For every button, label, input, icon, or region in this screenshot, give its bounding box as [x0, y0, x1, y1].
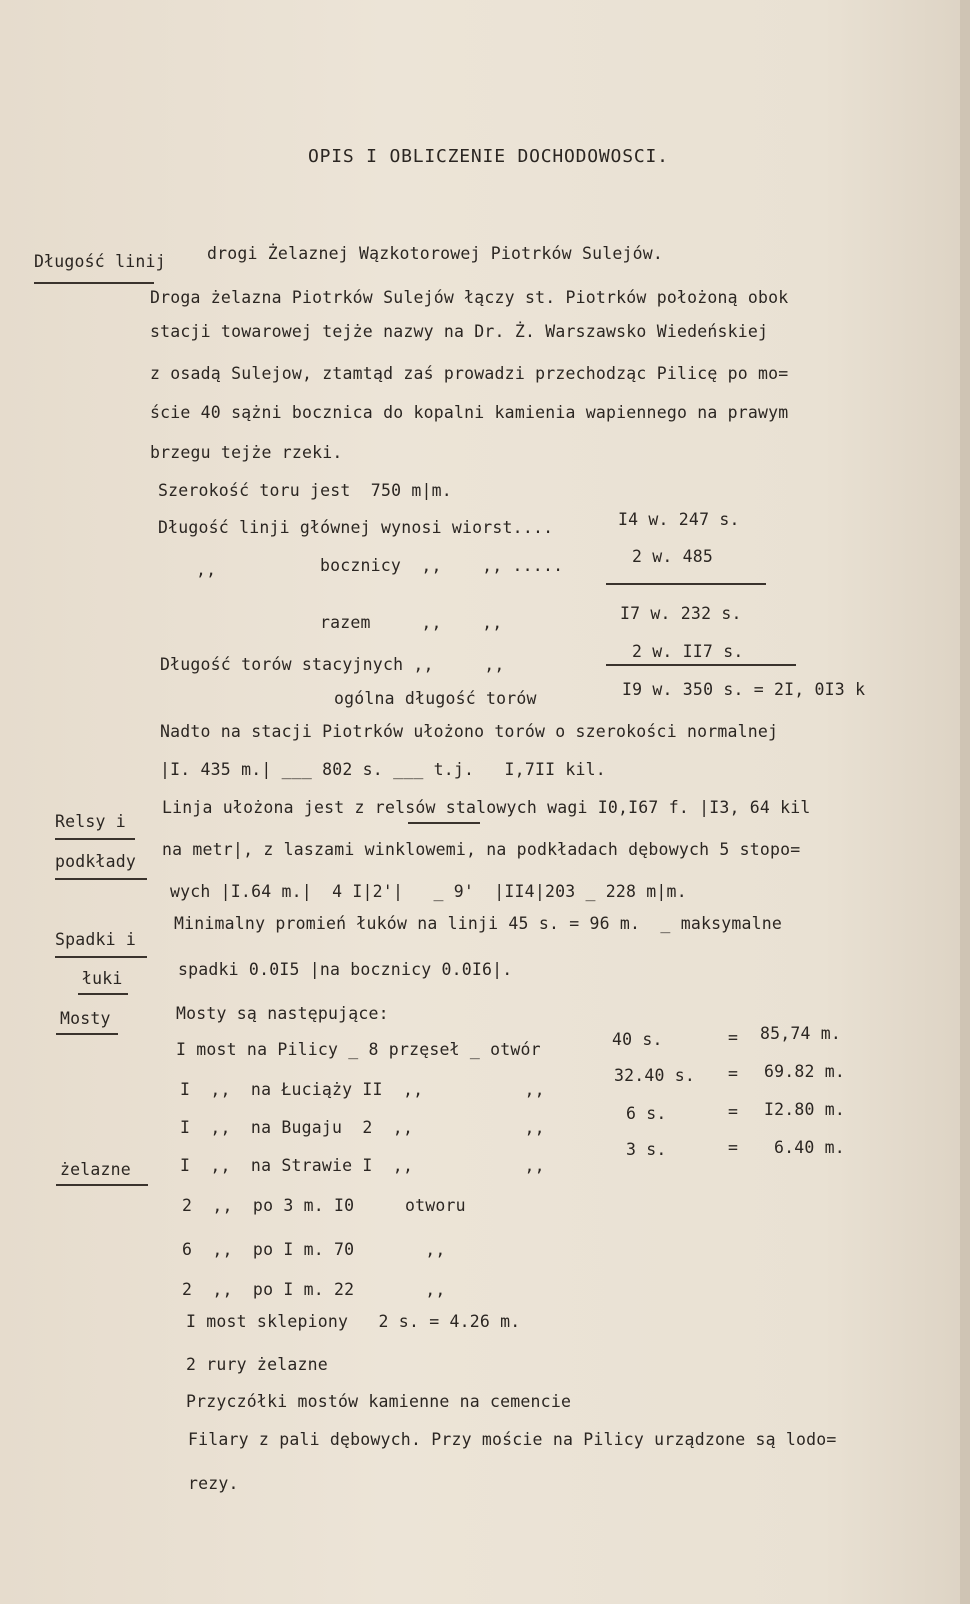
bridge-row-4-span: 3 s.	[626, 1140, 667, 1159]
margin-heading-length: Długość linij	[34, 252, 166, 271]
bridge-row-1-meters: 85,74 m.	[760, 1024, 842, 1043]
relsow-underline	[408, 822, 480, 824]
vaulted-bridge: I most sklepiony 2 s. = 4.26 m.	[186, 1312, 521, 1331]
small-bridge-row-1: 2 ,, po 3 m. I0 otworu	[182, 1196, 466, 1215]
piers-line-1: Filary z pali dębowych. Przy moście na Pilicy urządzone są lodo=	[188, 1430, 837, 1449]
station-tracks-label: Długość torów stacyjnych ,, ,,	[160, 655, 505, 674]
rails-line-3: wych |I.64 m.| 4 I|2'| _ 9' |II4|203 _ 228 m|m.	[170, 882, 687, 901]
margin-slopes-underline-2	[78, 993, 128, 995]
total-length-label: ogólna długość torów	[334, 689, 537, 708]
bridge-row-1-span: 40 s.	[612, 1030, 663, 1049]
sum-line-2	[606, 664, 796, 666]
iron-pipes: 2 rury żelazne	[186, 1355, 328, 1374]
paragraph-line-2: stacji towarowej tejże nazwy na Dr. Ż. Warszawsko Wiedeńskiej	[150, 322, 769, 341]
bridge-row-3-left: I ,, na Bugaju 2 ,, ,,	[180, 1118, 545, 1137]
siding-length-value: 2 w. 485	[632, 547, 714, 566]
paragraph-line-4: ście 40 sążni bocznica do kopalni kamienia wapiennego na prawym	[150, 403, 789, 422]
siding-length-label: bocznicy ,, ,, .....	[320, 556, 564, 575]
gauge-line: Szerokość toru jest 750 m|m.	[158, 481, 452, 500]
main-line-length-value: I4 w. 247 s.	[618, 510, 740, 529]
bridge-row-4-eq: =	[728, 1138, 739, 1157]
small-bridge-row-3: 2 ,, po I m. 22 ,,	[182, 1280, 446, 1299]
sum-line-1	[606, 583, 766, 585]
rails-line-1: Linja ułożona jest z relsów stalowych wagi I0,I67 f. |I3, 64 kil	[162, 798, 811, 817]
margin-bridges: Mosty	[60, 1009, 111, 1028]
small-bridge-row-2: 6 ,, po I m. 70 ,,	[182, 1240, 446, 1259]
paragraph-line-5: brzegu tejże rzeki.	[150, 443, 343, 462]
bridge-row-2-meters: 69.82 m.	[764, 1062, 846, 1081]
normal-gauge-line-2: |I. 435 m.| ___ 802 s. ___ t.j. I,7II kil.	[160, 760, 606, 779]
margin-slopes-underline	[55, 956, 147, 958]
main-line-length-label: Długość linji głównej wynosi wiorst....	[158, 518, 554, 537]
piers-line-2: rezy.	[188, 1474, 239, 1493]
total-length-value: I9 w. 350 s. = 2I, 0I3 k	[622, 680, 866, 699]
margin-rails-underline	[55, 838, 135, 840]
bridge-row-1-left: I most na Pilicy _ 8 przęseł _ otwór	[176, 1040, 541, 1059]
slopes-line-1: Minimalny promień łuków na linji 45 s. = 96 m. _ maksymalne	[174, 914, 783, 933]
abutments-line: Przyczółki mostów kamienne na cemencie	[186, 1392, 572, 1411]
document-title: OPIS I OBLICZENIE DOCHODOWOSCI.	[308, 146, 669, 167]
page-edge	[960, 0, 970, 1604]
margin-rails-underline-2	[55, 878, 147, 880]
margin-iron: żelazne	[60, 1160, 131, 1179]
paragraph-line-3: z osadą Sulejow, ztamtąd zaś prowadzi przechodząc Pilicę po mo=	[150, 364, 789, 383]
margin-rails-2: podkłady	[55, 852, 137, 871]
paragraph-line-1: Droga żelazna Piotrków Sulejów łączy st. Piotrków położoną obok	[150, 288, 789, 307]
margin-slopes-1: Spadki i	[55, 930, 137, 949]
normal-gauge-line-1: Nadto na stacji Piotrków ułożono torów o szerokości normalnej	[160, 722, 779, 741]
heading-underline	[34, 282, 154, 284]
bridge-row-3-meters: I2.80 m.	[764, 1100, 846, 1119]
slopes-line-2: spadki 0.0I5 |na bocznicy 0.0I6|.	[178, 960, 513, 979]
bridge-row-2-left: I ,, na Łuciąży II ,, ,,	[180, 1080, 545, 1099]
rails-line-2: na metr|, z laszami winklowemi, na podkładach dębowych 5 stopo=	[162, 840, 801, 859]
bridge-row-3-eq: =	[728, 1102, 739, 1121]
bridge-row-4-left: I ,, na Strawie I ,, ,,	[180, 1156, 545, 1175]
ditto-mark: ,,	[196, 560, 217, 579]
sum-label: razem ,, ,,	[320, 613, 503, 632]
margin-bridges-underline	[56, 1033, 118, 1035]
margin-iron-underline	[56, 1184, 148, 1186]
station-tracks-value: 2 w. II7 s.	[632, 642, 744, 661]
margin-slopes-2: łuki	[82, 969, 123, 988]
bridges-intro: Mosty są następujące:	[176, 1004, 389, 1023]
sum-value: I7 w. 232 s.	[620, 604, 742, 623]
bridge-row-4-meters: 6.40 m.	[774, 1138, 845, 1157]
bridge-row-2-span: 32.40 s.	[614, 1066, 696, 1085]
bridge-row-3-span: 6 s.	[626, 1104, 667, 1123]
bridge-row-1-eq: =	[728, 1028, 739, 1047]
margin-rails-1: Relsy i	[55, 812, 126, 831]
heading-line: drogi Żelaznej Wązkotorowej Piotrków Sulejów.	[207, 244, 664, 263]
bridge-row-2-eq: =	[728, 1064, 739, 1083]
